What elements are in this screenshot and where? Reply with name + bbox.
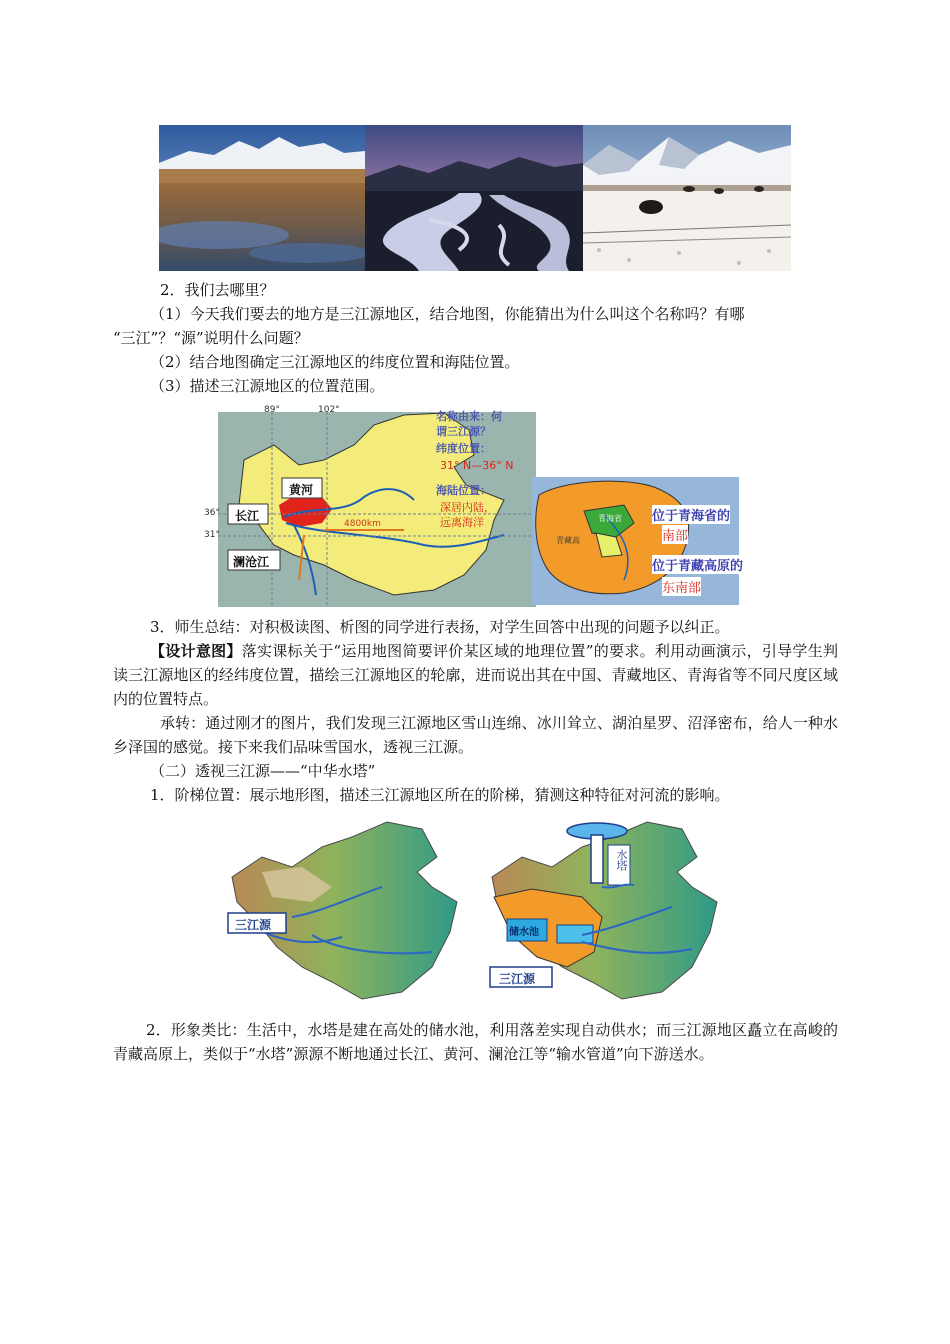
step-1-paragraph: 1．阶梯位置：展示地形图，描述三江源地区所在的阶梯，猜测这种特征对河流的影响。 (150, 786, 730, 804)
longitude-89-label: 89° (264, 405, 280, 415)
distance-label: 4800km (344, 519, 381, 529)
annotation-position-plateau: 位于青藏高原的 (652, 555, 743, 574)
qinghai-province-label: 青海省 (598, 514, 622, 523)
terrain-map-figure (222, 817, 722, 1005)
annotation-sea-land-value-2: 远离海洋 (440, 516, 484, 529)
location-map-figure (204, 405, 749, 607)
latitude-31-label: 31° (204, 530, 220, 540)
latitude-36-label: 36° (204, 508, 220, 518)
sanjiangyuan-label-right: 三江源 (499, 972, 536, 986)
annotation-position-qinghai-value: 南部 (662, 525, 688, 544)
annotation-sea-land: 海陆位置： (436, 484, 491, 497)
analogy-paragraph: 2．形象类比：生活中，水塔是建在高处的储水池，利用落差实现自动供水；而三江源地区矗立在高峻的青藏高原上，类似于“水塔”源源不断地通过长江、黄河、澜沧江等“输水管道”向下游送水。 (113, 1021, 838, 1063)
annotation-name-origin: 名称由来：何 (436, 410, 502, 423)
sanjiangyuan-label-left: 三江源 (235, 918, 272, 932)
design-intent-text: 落实课标关于“运用地图简要评价某区域的地理位置”的要求。利用动画演示，引导学生判读三江源地区的经纬度位置，描绘三江源地区的轮廓，进而说出其在中国、青藏地区、青海省等不同尺度区域内的位置特点。 (113, 642, 838, 708)
reservoir-label: 储水池 (509, 927, 539, 938)
water-tower-label: 水塔 (615, 849, 628, 871)
landscape-photos (159, 125, 791, 271)
huanghe-label: 黄河 (289, 483, 314, 497)
annotation-position-plateau-value: 东南部 (662, 577, 701, 596)
summary-paragraph: 3．师生总结：对积极读图、析图的同学进行表扬，对学生回答中出现的问题予以纠正。 (150, 618, 730, 636)
annotation-sea-land-value-1: 深居内陆， (440, 501, 495, 514)
question-1-line-1: （1）今天我们要去的地方是三江源地区，结合地图，你能猜出为什么叫这个名称吗？有哪 (150, 305, 745, 323)
annotation-latitude: 纬度位置： (436, 442, 491, 455)
terrain-maps (222, 817, 722, 1005)
transition-paragraph: 承转：通过刚才的图片，我们发现三江源地区雪山连绵、冰川耸立、湖泊星罗、沼泽密布，给人一种水乡泽国的感觉。接下来我们品味雪国水，透视三江源。 (113, 714, 838, 756)
annotation-name-origin-2: 谓三江源？ (436, 425, 491, 438)
annotation-position-qinghai: 位于青海省的 (652, 505, 730, 524)
part-2-heading: （二）透视三江源——“中华水塔” (150, 762, 376, 780)
qingzang-label: 青藏高 (556, 536, 580, 545)
section-heading-where: 2．我们去哪里？ (160, 281, 275, 299)
design-intent-paragraph (113, 639, 838, 711)
question-1-line-2: “三江”？“源”说明什么问题？ (113, 329, 309, 347)
annotation-latitude-value: 31° N—36° N (440, 459, 514, 472)
longitude-102-label: 102° (318, 405, 340, 415)
changjiang-label: 长江 (235, 509, 260, 523)
question-3: （3）描述三江源地区的位置范围。 (150, 377, 385, 395)
photo-strip (159, 125, 791, 271)
question-2: （2）结合地图确定三江源地区的纬度位置和海陆位置。 (150, 353, 520, 371)
design-intent-tag: 【设计意图】 (150, 642, 242, 660)
lancangjiang-label: 澜沧江 (233, 555, 270, 569)
